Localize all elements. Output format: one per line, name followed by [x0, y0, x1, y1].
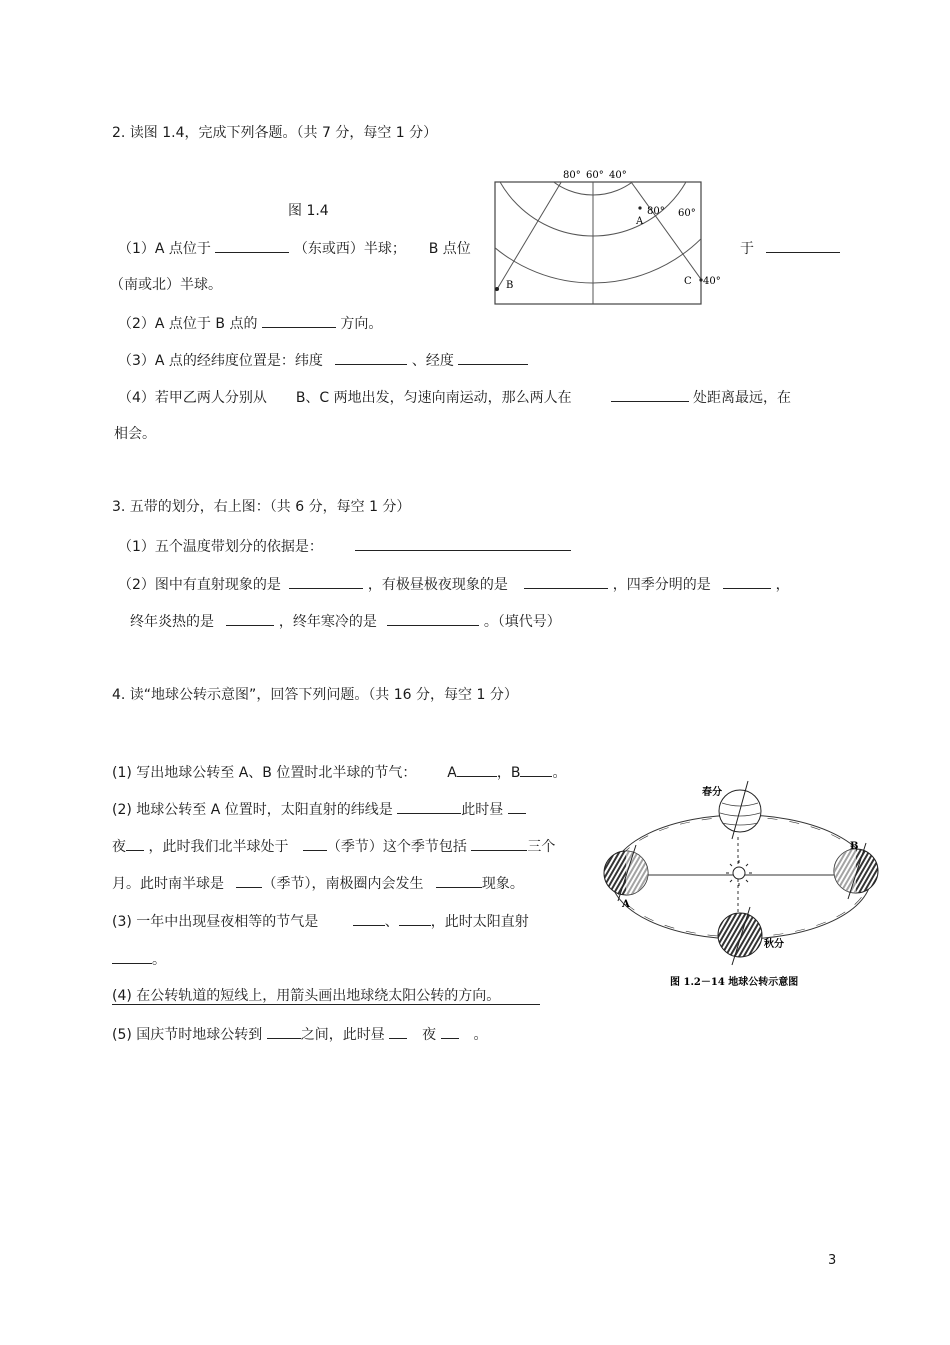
fig-point-a-lat: 80°	[647, 206, 665, 217]
sun-icon	[726, 860, 752, 886]
q2-sub1-cont: 于	[740, 238, 840, 258]
answer-blank[interactable]	[387, 611, 479, 626]
q4-sub3: (3) 一年中出现昼夜相等的节气是 、 ，此时太阳直射	[112, 911, 529, 931]
answer-blank[interactable]	[436, 873, 482, 888]
earth-orbit-figure	[598, 775, 890, 995]
answer-blank[interactable]	[508, 799, 526, 814]
q2-sub1: （1）A 点位于 （东或西）半球； B 点位	[118, 238, 471, 258]
q4-title: 4. 读“地球公转示意图”，回答下列问题。（共 16 分，每空 1 分）	[112, 687, 518, 703]
answer-blank[interactable]	[723, 574, 771, 589]
q2-sub1-end: （南或北）半球。	[110, 277, 222, 293]
q2-sub4-end: 相会。	[114, 426, 156, 442]
fig-point-c-lat: 40°	[703, 276, 721, 287]
q4-sub4: (4) 在公转轨道的短线上，用箭头画出地球绕太阳公转的方向。	[112, 987, 540, 1005]
fig-point-b: B	[506, 280, 514, 291]
q2-sub4: （4）若甲乙两人分别从 B、C 两地出发，匀速向南运动，那么两人在 处距离最远，在	[118, 387, 791, 407]
figure-caption: 图 1.4	[288, 203, 329, 219]
fig-label-60-right: 60°	[678, 208, 696, 219]
answer-blank[interactable]	[267, 1024, 301, 1039]
answer-blank[interactable]	[226, 611, 274, 626]
q4-sub1: (1) 写出地球公转至 A、B 位置时北半球的节气： A ，B 。	[112, 762, 566, 782]
q3-sub2: （2）图中有直射现象的是 ，有极昼极夜现象的是 ，四季分明的是 ，	[118, 574, 790, 594]
label-b: B	[850, 841, 859, 852]
answer-blank[interactable]	[215, 238, 289, 253]
answer-blank[interactable]	[520, 762, 552, 777]
answer-blank[interactable]	[335, 350, 407, 365]
answer-blank[interactable]	[524, 574, 608, 589]
fig-label-40: 40°	[609, 170, 627, 181]
answer-blank[interactable]	[441, 1024, 459, 1039]
fig-label-80: 80°	[563, 170, 581, 181]
answer-blank[interactable]	[353, 911, 385, 926]
answer-blank[interactable]	[458, 350, 528, 365]
label-autumn-equinox: 秋分	[764, 939, 784, 950]
q3-title: 3. 五带的划分，右上图：（共 6 分，每空 1 分）	[112, 499, 411, 515]
answer-blank[interactable]	[397, 799, 461, 814]
earth-position-a	[604, 845, 648, 901]
answer-blank[interactable]	[399, 911, 431, 926]
q2-title: 2. 读图 1.4，完成下列各题。（共 7 分，每空 1 分）	[112, 125, 438, 141]
earth-position-spring	[719, 781, 761, 839]
answer-blank[interactable]	[262, 313, 336, 328]
q4-sub2: (2) 地球公转至 A 位置时，太阳直射的纬线是 此时昼	[112, 799, 526, 819]
q3-sub3: 终年炎热的是 ，终年寒冷的是 。（填代号）	[130, 611, 561, 631]
answer-blank[interactable]	[236, 873, 262, 888]
q3-sub1: （1）五个温度带划分的依据是：	[118, 536, 571, 556]
answer-blank[interactable]	[112, 949, 152, 964]
answer-blank[interactable]	[766, 238, 840, 253]
q2-sub2: （2）A 点位于 B 点的 方向。	[118, 313, 382, 333]
earth-position-autumn	[718, 907, 762, 965]
answer-blank[interactable]	[126, 836, 144, 851]
answer-blank[interactable]	[289, 574, 363, 589]
label-spring-equinox: 春分	[702, 787, 722, 798]
answer-blank[interactable]	[611, 387, 689, 402]
q4-sub2-end: 月。此时南半球是 （季节），南极圈内会发生 现象。	[112, 873, 524, 893]
latitude-figure	[488, 164, 721, 308]
q2-sub3: （3）A 点的经纬度位置是：纬度 、经度	[118, 350, 528, 370]
answer-blank[interactable]	[303, 836, 327, 851]
page-number: 3	[828, 1253, 837, 1268]
fig-label-60: 60°	[586, 170, 604, 181]
answer-blank[interactable]	[389, 1024, 407, 1039]
figure-caption: 图 1.2－14 地球公转示意图	[670, 977, 799, 988]
label-a: A	[622, 899, 630, 910]
q4-sub2-cont: 夜 ，此时我们北半球处于 （季节）这个季节包括 三个	[112, 836, 555, 856]
q4-sub3-end: 。	[112, 949, 166, 969]
fig-point-c: C	[684, 276, 692, 287]
answer-blank[interactable]	[355, 536, 571, 551]
q4-sub5: (5) 国庆节时地球公转到 之间，此时昼 夜 。	[112, 1024, 487, 1044]
answer-blank[interactable]	[471, 836, 527, 851]
fig-point-a: A	[636, 216, 644, 227]
answer-blank[interactable]	[457, 762, 497, 777]
